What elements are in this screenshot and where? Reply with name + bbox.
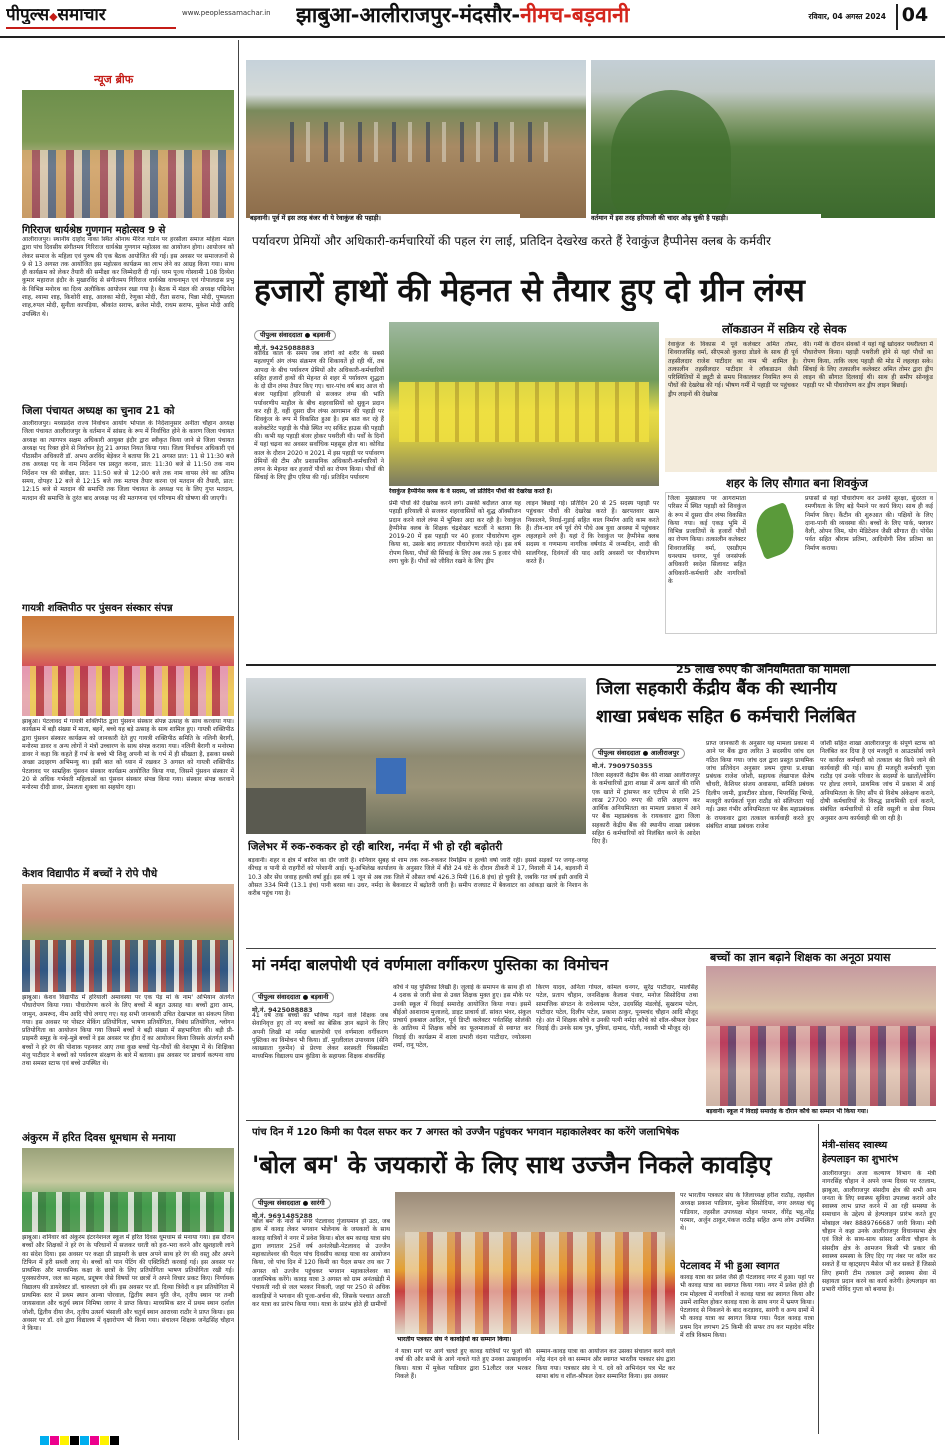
- lockdown-headline: लॉकडाउन में सक्रिय रहे सेवक: [722, 322, 847, 336]
- minister-divider: [818, 1124, 819, 1434]
- shaktipeeth-group-shape: [22, 666, 234, 716]
- teacher-farewell-photo: [706, 966, 936, 1106]
- narmada-caption: जिलेभर में रुक-रुककर हो रही बारिश, नर्मदा में भी हो रही बढ़ोतरी: [248, 841, 503, 853]
- story5-headline: अंकुरम में हरित दिवस धूमधाम से मनाया: [22, 1132, 176, 1144]
- story3-headline: गायत्री शक्तिपीठ पर पुंसवन संस्कार संपन्न: [22, 603, 173, 614]
- kanwar-subheadline: पेटलावद में भी हुआ स्वागत: [680, 1261, 780, 1272]
- river-steps-shape: [246, 788, 366, 834]
- minister-kicker: मंत्री-सांसद स्वास्थ्य: [822, 1140, 888, 1151]
- keshav-vidyapeeth-photo: [22, 884, 234, 992]
- shivkunj-col1: जिला मुख्यालय पर आगरामाता परिसर में स्थित पहाड़ी को शिवकुंज के रूप में दूसरा ग्रीन लंग्स विकसित किया गया। कई एकड़ भूमि में विभिन्न प्रजातियों के हजारों पौधों का रोपण किया। तत्कालीन कलेक्टर शिवराजसिंह वर्मा, एसडीएम घनश्याम धनगर, पूर्व जनसंपर्क अधिकारी स्वदेश सिलावट सहित अधिकारी-कर्मचारी और नागरिकों के: [668, 495, 746, 585]
- green-col2: प्रेमी पौधों की देखरेख करने लगे। उसकी बदौलत आज यह पहाड़ी हरियाली से सजकर शहरवासियों को शुद्ध ऑक्सीजन प्रदान करने वाले लंग्स में भूमिका अदा कर रही है। रेवाकुंज हैप्पीनेस क्लब के शिक्षक चंद्रशेखर चटर्जी ने बताया कि 2019-20 में इस पहाड़ी पर 40 हजार पौधारोपण शुरू किया था, उसके बाद लगातार पौधारोपण करते रहे। इस वर्ष रोपण किया, पौधों की सिंचाई के लिए अब तक 5 हजार पौधे लगा चुके हैं। पौधों को जीवित रखने के लिए ड्रीप: [389, 500, 521, 566]
- kanwar-byline-place: सारंगी: [310, 1199, 325, 1207]
- green-byline-text: पीपुल्स संवाददाता: [260, 331, 303, 339]
- plant-sapling-photo: [750, 497, 800, 567]
- barren-hill-photo: [246, 60, 586, 218]
- kanwar-byline: [252, 1190, 392, 1220]
- divider-bank-bottom: [246, 948, 936, 949]
- kanwar-col1: 'बोल बम' के नारों से नगर पेटलावद गुंजायमान हो उठा, जब हाथ में कावड़ लेकर भगवान भोलेनाथ के जयकारों के साथ कावड़ यात्रियों ने नगर में प्रवेश किया। बोल बम कावड़ यात्रा संघ द्वारा लगातार 25वें वर्ष अनंतरेखी-पेटलावद से उज्जैन महाकालेश्वर की पैदल पांच दिवसीय कावड़ यात्रा का आयोजन किया, जो पांच दिन में 120 किमी का पैदल सफर तय कर 7 अगस्त को उज्जैन पहुंचकर भगवान महाकालेश्वर का जलाभिषेक करेंगे। कावड़ यात्रा 3 अगस्त को ग्राम अनंतखेड़ी में पंचायती नदी से जल भरकर निकली, जहां पर 250 से अधिक कावड़ियों ने भगवान की पूजा-अर्चना की, जिसके पश्चात आरती कर यात्रा का प्रारंभ किया गया। यात्रा के प्रारंभ होते ही ग्रामीणों: [252, 1218, 390, 1308]
- book-byline-place: बड़वानी: [310, 993, 329, 1001]
- narmada-flood-photo: [246, 678, 586, 834]
- section-title-black: झाबुआ-आलीराजपुर-मंदसौर-: [296, 3, 521, 27]
- yellow-tshirts-shape: [399, 382, 649, 442]
- kanwar-byline-text: पीपुल्स संवाददाता: [258, 1199, 301, 1207]
- barren-hill-caption: बड़वानी। पूर्व में इस तरह बंजर थी ये रेवाकुंज की पहाड़ी।: [250, 214, 520, 222]
- section-title-red: नीमच-बड़वानी: [520, 3, 630, 27]
- kanwar-byline-mobile: मो.नं. 9691485288: [252, 1212, 313, 1220]
- story1-body: आलीराजपुर। स्थानीय दाहोद नाका स्थित श्रीनाथ मैरिज गार्डन पर हरसौला समाज महिला मंडल द्वारा पांच दिवसीय संगीतमय गिरिराज धार्यश्रेष्ठ गुणगान महोत्सव का आयोजन होगा। आयोजन को लेकर समाज के महिला एवं पुरुष की एक बैठक आयोजित की गई। इस अवसर पर समाजजनों से 9 से 13 अगस्त तक आयोजित इस महोत्सव कार्यक्रम का लाभ लेने का आग्रह किया गया। साथ ही कार्यक्रम को लेकर तैयारी की समीक्षा कर जिम्मेदारी दी गई। परम पूज्य गोस्वामी 108 दिव्येश कुमार महाराज इंदौर के मुखारविंद से संगीतमय गिरिराज धार्यश्रेष्ठ वाचनामृत एवं गोपालदास प्रभु के विभिन्न मनोरथ का दिव्य अलौकिक आयोजन रखा गया है। बैठक में मंडल की अध्यक्ष पद्मिनेश शाह, श्यामा शाह, किशोरी शाह, आलका मोदी, रेणुका मोदी, रीता सराफ, पिन्ना मोदी, पुष्पलता शाह,रुपल मोदी, सुनीता कापड़िया, श्रीकांत सराफ, ब्रजेश मोदी, राधम सराफ, मुकेश मोदी आदि उपस्थित थे।: [22, 236, 234, 318]
- green-byline-place: बड़वानी: [312, 331, 331, 339]
- ankuram-photo: [22, 1148, 234, 1232]
- news-brief-label: न्यूज ब्रीफ: [94, 73, 134, 86]
- felicitation-people-shape: [405, 1232, 665, 1334]
- bank-byline-text: पीपुल्स संवाददाता: [598, 749, 641, 757]
- masthead-url[interactable]: www.peoplessamachar.in: [182, 9, 271, 17]
- bank-byline-pill: पीपुल्स संवाददाता ● आलीराजपुर: [592, 748, 685, 759]
- book-headline: मां नर्मदा बालपोथी एवं वर्णमाला वर्गीकरण पुस्तिका का विमोचन: [252, 956, 609, 974]
- minister-headline: हेल्पलाइन का शुभारंभ: [822, 1154, 898, 1165]
- bank-headline-1: जिला सहकारी केंद्रीय बैंक की स्थानीय: [596, 679, 837, 699]
- book-byline-mobile: मो.नं. 9425088883: [252, 1006, 313, 1014]
- book-byline-pill: पीपुल्स संवाददाता ● बड़वानी: [252, 992, 334, 1003]
- minister-body: आलीराजपुर। अजा कल्याण विभाग के मंत्री नागरसिंह चौहान ने अपने जन्म दिवस पर रतलाम, झाबुआ, आलीराजपुर संसदीय क्षेत्र की सभी आम जनता के लिए स्वास्थ्य सुविधा उपलब्ध कराने और स्वास्थ्य लाभ प्राप्त करने में आ रही समस्या के समाधान के उद्देश्य से हेल्पलाइन प्रारंभ करते हुए मोबाइल नंबर 8889766687 जारी किया। मंत्री चौहान ने कहा उनके आलीराजपुर विधानसभा क्षेत्र एवं जिले के साथ-साथ सांसद अनीता चौहान के संसदीय क्षेत्र के आमजन किसी भी प्रकार की स्वास्थ्य समस्या के लिए दिए गए नंबर पर कॉल कर सकते हैं या व्हाट्सएप मैसेज भी कर सकते हैं जिससे लिए हमारी टीम तत्काल उन्हें स्वास्थ्य सेवा में सहायता प्रदान करने का कार्य करेगी। हेल्पलाइन का प्रभारी गोविंद गुप्ता को बनाया है।: [822, 1170, 936, 1294]
- masthead-logo: [6, 2, 176, 24]
- green-col1: कोविड काल के समय जब लोगों को शरीर के सबसे महत्वपूर्ण अंग लंग्स संक्रमण की शिकायतें हो रही थीं, तब आपदा के बीच पर्यावरण प्रेमियों और अधिकारी-कर्मचारियों सहित हजारों हाथों की मेहनत से शहर में पर्यावरण शुद्धता के दो ग्रीन लंग्स तैयार किए गए। चार-पांच वर्ष बाद आज वो बंजर पहाड़ियां हरियाली से सजकर लंग्स की भांति पर्यावरणीय माहौल के बीच शहरवासियों को सुकून प्रदान कर रही हैं, वहीं दूसरा ग्रीन लंग्स आगामान की पहाड़ी पर शिवकुंज के रूप में विकसित हुआ है। हम बात कर रहे हैं कलेक्टोरेट पहाड़ी के पीछे स्थित नए सर्किट हाउस की पहाड़ी की। कभी यह पहाड़ी बंजर होकर पथरीली थी। पर्वों के दिनों में यहां चढ़ना का अवसर सर्वाधिक महसूस होता था। कोविड काल के दौरान 2020 व 2021 में इस पहाड़ी पर पर्यावरण प्रेमियों की टीम और प्रशासनिक अधिकारी-कर्मचारियों ने लगन के मेहनत कर हजारों पौधों का रोपण किया। पौधों की सिंचाई के लिए ड्रीप एरिया की गई। प्रतिदिन पर्यावरण: [254, 350, 384, 482]
- bank-byline-mobile: मो.नं. 7909750355: [592, 762, 653, 770]
- registration-marks: [40, 1436, 920, 1445]
- lockdown-col1: रेवाकुंज के विकास में पूर्व कलेक्टर अमित तोमर, शिवराजसिंह वर्मा, सीएमओ कुलदा डोडवे के साथ ही पूर्व तहसीलदार राजेश पाटीदार का नाम भी शामिल है। तत्कालीन तहसीलदार पाटीदार ने लॉकडाउन जैसी परिस्थितियों में ड्यूटी से समय निकालकर नियमित रूप से पौधों की देखरेख की गई। भीषण गर्मी में पहाड़ी पर पहुंचकर ड्रीप लाइनों की देखरेख: [668, 341, 798, 398]
- happiness-club-caption: रेवाकुंज हैप्पीनेस क्लब के वे सदस्य, जो प्रतिदिन पौधों की देखरेख करते हैं।: [389, 488, 659, 496]
- bank-headline-2: शाखा प्रबंधक सहित 6 कर्मचारी निलंबित: [596, 707, 856, 727]
- green-byline-mobile: मो.नं. 9425088883: [254, 344, 315, 352]
- kanwar-headline: 'बोल बम' के जयकारों के लिए साथ उज्जैन निकले कावड़िए: [252, 1151, 772, 1179]
- kanwar-felicitation-photo: [395, 1192, 675, 1334]
- green-hill-caption: वर्तमान में इस तरह हरियाली की चादर ओढ़ चुकी है पहाड़ी।: [591, 214, 821, 222]
- book-col1: 41 वर्ष तक बच्चों का भविष्य गढ़ने वाले शिक्षक जब सेवानिवृत्त हुए तो नए बच्चों का बेसिक ज्ञान बढ़ाने के लिए अपनी लिखी मां नर्मदा बालपोथी एवं वर्णमाला वर्गीकरण पुस्तिका का विमोचन भी किया। डॉ. मुरलीलाल उपाध्याय (सेनि व्याख्याता गुरुमेंन) से प्रेरणा लेकर सरस्वती पिंक्ससँटा माध्यमिक विद्यालय ग्राम कुंडिया के सहायक शिक्षक शंकरसिंह: [252, 1012, 388, 1061]
- story4-body: झाबुआ। केशव विद्यापीठ में हरियाली अमावस्या पर एक पेड़ मां के नाम' अभियान अंतर्गत पौधारोपण किया गया। पौधारोपण करने के लिए बच्चों में बहुत उत्साह था। बच्चों द्वारा आम, जामुन, अमरूद, नीम आदि पौधे लगाए गए। यह सभी जानकारी उचित देखभाल का संकल्प लिया गया। इस अवसर पर पोस्टर मेकिंग प्रतियोगिता, भाषण प्रतियोगिता, निबंध प्रतियोगिता, श्लोगन प्रतियोगिता का आयोजन किया गया जिसमें बच्चों ने बढ़ी संख्या में सहभागिता की। बड़ी प्री-प्राइमरी समूह के नन्हे-मुन्ने बच्चों ने इस अवसर पर हीरा दें का आयोजन किया जिसके अंतर्गत सभी बच्चों ने हरे रंग की पोशाक पहनकर आए तथा कुछ बच्चों पेड़-पौधों की वेशभूषा में थे। शिक्षिका मंजु पाटीदार ने बच्चों को पर्यावरण संरक्षण के बारे में बताया। इस अवसर पर प्राचार्य कल्पना वाघ तथा समस्त स्टाफ एवं बच्चे उपस्थित थे।: [22, 994, 234, 1068]
- bank-kicker: 25 लाख रुपए की अनियमितता का मामला: [676, 663, 850, 676]
- book-byline: [252, 984, 412, 1014]
- story2-body: आलीराजपुर। मध्यप्रदेश राज्य निर्वाचन आयोग भोपाल के निर्देशानुसार अनीता चौहान अध्यक्ष जिला पंचायत आलीराजपुर के वर्तमान में सांसद के रूप में निर्वाचित होने के कारण जिला पंचायत अध्यक्ष का त्यागपत्र सक्षम अधिकारी आयुक्त इंदौर द्वारा स्वीकृत किया जाने से जिला पंचायत अध्यक्ष पद रिक्त होने से निर्वाचन हेतु 21 अगस्त नियत किया गया। जिला निर्वाचन अधिकारी एवं पीठासीन अधिकारी डॉ. अभय अरविंद बेड़ेकर ने बताया कि 21 अगस्त प्रात: 11 से 11:30 बजे तक अध्यक्ष पद के नाम निर्देशन पत्र प्रस्तुत करना, प्रात: 11:30 बजे से 11:50 तक नाम निर्देशन पत्र की संवीक्षा, प्रात: 11:50 बजे से 12:00 बजे तक नाम वापस लेने का अंतिम समय, दोपहर 12 बजे से 12:15 बजे तक मतपत्र तैयार करना एवं मतदान की तैयारी, प्रात: 12:15 बजे से मतदान की समाप्ति तक जिला पंचायत के अध्यक्ष पद के लिए गुप्त मतदान, मतदान की समाप्ति के तुरंत बाद अध्यक्ष पद की मतगणना एवं परिणाम की घोषणा की जाएगी।: [22, 420, 234, 502]
- bank-byline-place: आलीराजपुर: [650, 749, 679, 757]
- book-col2: कौचे ने यह पुस्तिका लिखी है। जुलाई के समापन के साथ ही वो 4 दशक से जारी सेवा से उक्त शिक्षक मुक्त हुए। इस मौके पर उनकी स्कूल में विदाई समारोह आयोजित किया गया। इसमें बीईओ आशाराम मुजालदे, डाइट प्राचार्य डॉ. सांवत भंवर, संकुल प्राचार्य इकबाल आदिल, पूर्व डिप्टी कलेक्टर पर्वतसिंह सोलंकी के आतिथ्य में शिक्षक कौचे का फूलमालाओं से स्वागत कर विदाई दी। कार्यक्रम में शाला प्रभारी वंदना पाटीदार, ज्योत्सना शर्मा, रानू पटेल,: [393, 984, 531, 1050]
- bank-col1: जिला सहकारी केंद्रीय बैंक की शाखा आलीराजपुर के कर्मचारियों द्वारा शाखा में अन्य खातों की राशि एक खाते में ट्रांसफर कर एटीएम से राशि 25 लाख 27700 रुपए की राशि आहरण कर आर्थिक अनियमितता का मामला प्रकाश में आने पर बैंक महाप्रबंधक के रायकवार द्वारा जिला सहकारी केंद्रीय बैंक की स्थानीय शाखा प्रबंधक सहित 6 कर्मचारियों को निलंबित करने के आदेश दिए हैं।: [592, 772, 700, 846]
- left-column-divider: [238, 40, 239, 1440]
- shaktipeeth-photo: [22, 616, 234, 716]
- green-byline-pill: पीपुल्स संवाददाता ● बड़वानी: [254, 330, 336, 341]
- story2-headline: जिला पंचायत अध्यक्ष का चुनाव 21 को: [22, 405, 175, 417]
- book-byline-text: पीपुल्स संवाददाता: [258, 993, 301, 1001]
- green-hill-photo: [591, 60, 935, 218]
- ankuram-children-shape: [22, 1192, 234, 1232]
- green-tree-shape: [611, 90, 731, 218]
- leaf-icon: [750, 502, 800, 560]
- blue-cabin-shape: [376, 758, 406, 794]
- kanwar-kicker: पांच दिन में 120 किमी का पैदल सफर कर 7 अगस्त को उज्जैन पहुंचकर भगवान महाकालेश्वर का करेंगे जलाभिषेक: [252, 1127, 679, 1138]
- story5-body: झाबुआ। शनिवार को अंकुरम इंटरनेशनल स्कूल में हरित दिवस धूमधाम से मनाया गया। इस दौरान बच्चों और शिक्षकों ने हरे रंग के परिधानों में सजकर धरती को हरा-भरा करने और खुशहाली लाने का संदेश दिया। इस अवसर पर कक्षा प्री प्राइमरी के छात्र अपने साथ हरे रंग की वस्तु और अपने टिफिन में हरी सब्जी लाए थे। बच्चों को पान पेंटिंग की एक्टिविटी करवाई गई। इस अवसर पर प्राथमिक और माध्यमिक कक्षा के छात्रों के लिए प्रतियोगिता भाषण प्रतियोगिता रखी गई। पुरस्कारोपण, जल का महत्व, प्रदूषण जैसे विषयों पर छात्रों ने अपने विचार प्रकट किए। निर्णायक विद्यालय की डायरेक्टर डॉ. चारुलता दवे थीं। इस अवसर पर डॉ. दिव्या त्रिवेदी व इन प्रतियोगिता में प्राथमिक स्तर में प्रथम स्थान आन्या पोरवाल, द्वितीय स्थान युति जैन, तृतीय स्थान पर तन्वी जायसवाल और चतुर्थ स्थान निमिषा जागर ने प्राप्त किया। माध्यमिक स्तर में प्रथम स्थान दर्शाल जोशी, द्वितीय दीया जैन, तृतीय उत्सर्ग भंसाली और चतुर्थ स्थान आराध्या राठौर ने प्राप्त किया। इस अवसर पर डॉ. दवे द्वारा विद्यालय में वृक्षारोपण भी किया गया। संचालन शिक्षक जनेंद्रसिंह चौहान ने किया।: [22, 1234, 234, 1333]
- kanwar-under-col1: ने यात्रा मार्ग पर आगे चलते हुए कावड़ यात्रियों पर फूलों की वर्षा की और सभी के आगे नाचते गाते हुए उनका उत्साहवर्धन किया। यात्रा में मुकेश पाडियार द्वारा 51लीटर जल भरकर निकले हैं।: [395, 1348, 531, 1380]
- kanwar-photo-caption: भारतीय पत्रकार संघ ने कावड़ियों का सम्मान किया।: [397, 1336, 675, 1344]
- green-headline: हजारों हाथों की मेहनत से तैयार हुए दो ग्रीन लंग्स: [254, 271, 805, 309]
- green-kicker: पर्यावरण प्रेमियों और अधिकारी-कर्मचारियों की पहल रंग लाई, प्रतिदिन देखरेख करते हैं रेवाकुंज हैप्पीनेस क्लब के कर्मवीर: [252, 234, 771, 248]
- kanwar-col3b: कावड़ यात्रा का प्रवेश जैसे ही पेटलावद नगर में हुआ। यहां पर भी कावड़ यात्रा का स्वागत किया गया। नगर में प्रवेश होते ही राम मोहल्ला में नागरिकों ने कावड़ यात्रा का स्वागत किया और उसमें शामिल होकर कावड़ यात्रा के साथ नगर में भ्रमण किया। पेटलावद से निकलने के बाद करड़ावद, सारंगी व अन्य ग्रामों में भी कावड़ यात्रा का स्वागत किया गया। पैदल कावड़ यात्रा प्रथम दिन लगभग 25 किमी की सफर तय कर महादेव मंदिर में रात्रि विश्राम किया।: [680, 1274, 814, 1340]
- lockdown-col2: की। गर्मी के दौरान सेवकों ने यहां गड्ढे खोदकर पथरीलता में पौधारोपण किया। पहाड़ी पथरीली होने से यहां पौधों का रोपण किया, ताकि जल्द पहाड़ी की मोड में लहलहा सके। सिंचाई के लिए तत्कालीन कलेक्टर अमित तोमर द्वारा ड्रीप लाइन की सौगात दिलवाई थी। साथ ही समीप सोनकुंड पहाड़ी पर भी पौधारोपण कर ड्रीप लाइन बिछाई।: [803, 341, 933, 390]
- logo-underline: [6, 27, 176, 29]
- kanwar-byline-pill: पीपुल्स संवाददाता ● सारंगी: [252, 1198, 331, 1209]
- masthead: [0, 0, 945, 38]
- story4-headline: केशव विद्यापीठ में बच्चों ने रोपे पौधे: [22, 868, 158, 880]
- story3-body: झाबुआ। पेटलावद में गायत्री शक्तिपीठ द्वारा पुंसवन संस्कार संपन्न उत्साह के साथ करवाया गया। कार्यक्रम में बड़ी संख्या में माता, बहनें, बच्चे यह बड़े उत्साह के साथ शामिल हुए। गायत्री शक्तिपीठ द्वारा पुंसवन संस्कार कार्यक्रम को जानकारी देते हुए गायत्री शक्तिपीठ समिति के नलिनी बैरागी, मनोरमा डावर व अन्य लोगों ने मंत्रों उच्चारण के साथ संपन्न कराया गया। नलिनी बैरागी व मनोरमा डावर ने कहा कि कहते हैं गर्भ के बच्चे भी शिशु अपनी मां के गर्भ में ही सीखता है, इसका सबसे अच्छा उदाहरण अभिमन्यु था। इसी बात को ध्यान में रखकर 3 अगस्त को गायत्री शक्तिपीठ पेटलावद पर साम्रहिक पुंसवन संस्कार कार्यक्रम आयोजित किया गया, जिसमें पुंसवन संस्कार में 20 से अधिक गर्भवती महिलाओं का पुंसवन संस्कार संपन्न किया गया। संस्कार संपन्न करवाने मनोरमा दीदी डावर, प्रेमलता शुक्ला का सहयोग रहा।: [22, 718, 234, 792]
- students-group-shape: [22, 940, 234, 992]
- logo-dot-icon: ◆: [49, 10, 58, 23]
- brief-photo-meeting: [22, 90, 234, 218]
- kanwar-col3a: पर भारतीय पत्रकार संघ के जिलाध्यक्ष हरीश राठौड़, तहसील अध्यक्ष प्रकाश पाडियार, मुकेश सिसोदिया, नगर अध्यक्ष चंदू पाडियार, तहसील उपाध्यक्ष मोहन परमार, वीरेंद्र भट्ट,नरेंद्र परमार, अर्जुन ठाकुर,पंकज राठौड़ सहित अन्य लोग उपस्थित थे।: [680, 1192, 814, 1233]
- logo-part-b: समाचार: [57, 5, 106, 24]
- shivkunj-headline: शहर के लिए सौगात बना शिवकुंज: [726, 476, 868, 490]
- section-title: [296, 1, 766, 31]
- bank-col2: प्राप्त जानकारी के अनुसार यह मामला प्रकाश में आने पर बैंक द्वारा त्वरित 3 सदस्यीय जांच दल गठित किया गया। जांच दल द्वारा प्रस्तुत प्राथमिक जांच प्रतिवेदन अनुसार प्रथम दृष्टया प्र.शाखा प्रबंधक राजेश जोशी, सहायक लेखापाल सैलेष चौधरी, कैशियर संजय अवासया, समिति प्रबंधक दिलीप जामी, ड्रायटीवर डोडवा, भिपरसिंह भिण्डे, मजदूरी कार्यकर्ता पूजा राठौड़ को संलिप्तता पाई गई। उक्त गंभीर अनियमितता पर बैंक महाप्रबंधक के रायकवार द्वारा तत्काल कार्यवाही करते हुए संबंधित शाखा प्रबंधक राजेश: [706, 740, 814, 830]
- volunteers-shape: [276, 122, 556, 162]
- teacher-headline: बच्चों का ज्ञान बढ़ाने शिक्षक का अनूठा प्रयास: [710, 951, 891, 964]
- logo-part-a: पीपुल्स: [6, 5, 50, 24]
- shivkunj-col2: प्रयासों से यहां पौधारोपण कर उनकी सुरक्षा, सुंदरता व रमणीयता के लिए बड़े पैमाने पर कार्य किए। साथ ही कई निर्माण किए। कैंटीन की शुरुआत की। पक्षियों के लिए दाना-पानी की व्यवस्था की। बच्चों के लिए पार्क, फ्लावर वैली, ओपन जिम, योग मेडिटेशन जैसी सौगात दी। पोयेंस पर्वत सहित श्रीराम प्रतिमा, आदियोगी शिव प्रतिमा का निर्माण कराया।: [805, 495, 933, 552]
- bank-byline: [592, 740, 722, 770]
- teacher-caption: बड़वानी। स्कूल में विदाई समारोह के दौरान कौचे का सम्मान भी किया गया।: [706, 1108, 936, 1116]
- narmada-body: बड़वानी। शहर व क्षेत्र में बारिश का दौर जारी है। शनिवार सुबह से शाम तक रुक-रुककर रिमझिम व हल्की वर्षा जारी रही। इससे सड़कों पर जगह-जगह कीचड़ व पानी से राहगीरों को परेशानी आई। भू-अभिलेख कार्यालय के अनुसार जिले में बीते 24 घंटे के दौरान ठीकरी में 17, निवाली में 14, बड़वानी में 10.3 और सेंध जवाह हल्की वर्षा हुई। इस वर्ष 1 जून से अब तक जिले में औसत वर्षा 426.3 मिमी (16.8 इंच) हो चुकी है, जबकि गत वर्ष इसी अवधि में औसत 334 मिमी (13.1 इंच) पानी बरसा था। उधर, नर्मदा के बैकवाटर में बढ़ोतरी जारी है। समीप राजघाट में बैकवाटर का आंकड़ा खतरे के निशान के करीब पहुंच गया है।: [248, 857, 588, 898]
- meeting-crowd-shape: [22, 150, 234, 218]
- story1-headline: गिरिराज धार्यश्रेष्ठ गुणगान महोत्सव 9 से: [22, 225, 166, 236]
- kanwar-under-col2: सम्मान-कावड़ यात्रा का आयोजन कर उसका संचालन करने वाले नरेंद्र नंदन दवे का सम्मान और स्वागत भारतीय पत्रकार संघ द्वारा किया गया। पत्रकार संघ ने पं. दवे को अभिनंदन पत्र भेंट कर साफा बांध व शॉल-श्रीफल देकर सम्मानित किया। इस अवसर: [536, 1348, 675, 1380]
- book-col3: किरण यादव, अनिता गोयल, कोमल धनगर, सुरेंद्र पाटीदार, मालसिंह पटेल, प्रताप चौहान, जनशिक्षक कैलाश पंवार, मनोज सिसोदिया तथा सामाजिक संगठन के राधेश्याम पटेल, उदयसिंह मंडलोई, सुखराम पटेल, पाटीदार पटेल, दिलीप पटेल, प्रकाश ठाकुर, पूनमचंद चौहान आदि मौजूद रहे। अंत में शिक्षक कौचे व उनकी पत्नी नर्मदा कौचे को शॉल-श्रीफल देकर विदाई दी। उनके साथ पुत्र, पुत्रियां, दामाद, पोती, नवासी भी मौजूद रहे।: [536, 984, 698, 1033]
- happiness-club-photo: [389, 322, 659, 486]
- page-number: 04: [896, 4, 932, 30]
- farewell-people-shape: [706, 1026, 936, 1106]
- divider-book-bottom: [246, 1120, 936, 1121]
- bank-col3: जोशी सहित शाखा आलीराजपुर के संपूर्ण स्टाफ को निलंबित कर दिया है एवं मजदूरी व आउटसोर्स जाने पर कार्यरत कर्मचारी को तत्काल बंद किये जाने की कार्यवाही की गई। साथ ही मजदूरी कर्मचारी पूजा राठौड़ एवं उनके परिवार के सदस्यों के खातों/लोनिंग पर होल्ड लगाने, प्राथमिक जांच में प्रकाश में आई अनियमितता के लिए सौंप से विशेष अंकेक्षण कराने, दोषी कर्मचारियों के विरुद्ध प्राथमिकी दर्ज कराने, संबंधित कर्मचारियों से राशि वसूली व सेवा नियम अनुसार अन्य कार्यवाही की जा रही है।: [820, 740, 935, 822]
- masthead-date: रविवार, 04 अगस्त 2024: [808, 12, 886, 21]
- green-col3: लाइन बिछाई गई। प्रतिदिन 20 से 25 सदस्य पहाड़ी पर पहुंचकर पौधों की देखरेख करते हैं। खरपतवार खत्म निकालने, निराई-गुड़ाई सहित थाल निर्माण आदि काम करते हैं। तीन-चार वर्ष पूर्व रोपे पौधे अब युवा अवस्था में पहुंचकर लहलहाने लगे हैं। यहां दें कि रेवाकुंज पर हैप्पीनेस क्लब सदस्य व गणमान्य नागरिक वर्षगांठ में जन्मदिन, शादी की सालगिरह, दिवंगतों की याद आदि अवसरों पर पौधारोपण करते हैं।: [526, 500, 659, 566]
